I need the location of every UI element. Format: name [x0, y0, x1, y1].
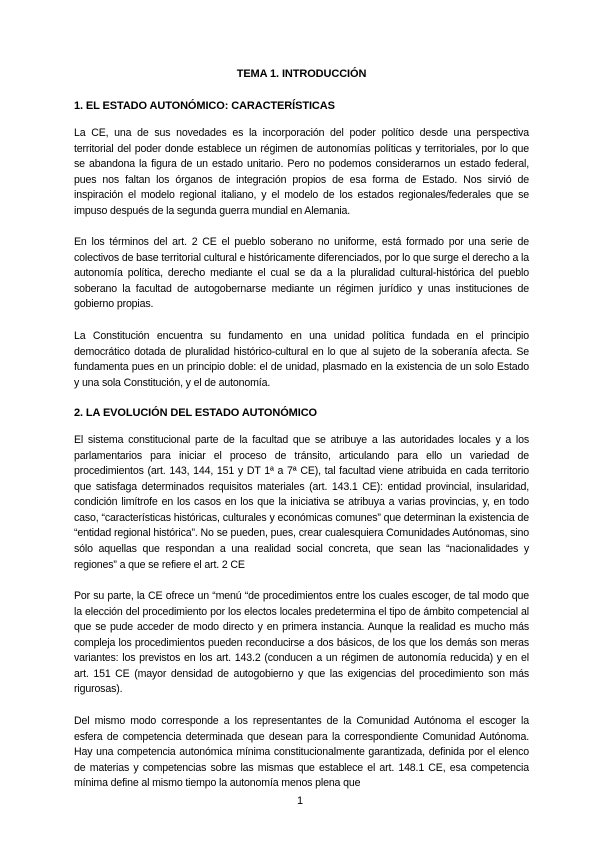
paragraph: En los términos del art. 2 CE el pueblo soberano no uniforme, está formado por una serie de colectivos de base territorial cultural e históricamente diferenciados, por lo que surge el derecho a la autonomía política, derecho mediante el cual se da a la pluralidad cultural-histórica del pueblo soberano la facultad de autogobernarse mediante un régimen jurídico y unas instituciones de gobierno propias.: [74, 236, 529, 311]
section-heading: 2. LA EVOLUCIÓN DEL ESTADO AUTONÓMICO: [74, 407, 318, 420]
document-page: [74, 68, 529, 808]
document-title: TEMA 1. INTRODUCCIÓN: [236, 68, 367, 80]
paragraph: El sistema constitucional parte de la facultad que se atribuye a las autoridades locales y a los parlamentarios para iniciar el proceso de tránsito, articulando para ello un variedad de procedimientos (art. 143, 144, 151 y DT 1ª a 7ª CE), tal facultad viene atribuida en cada territorio que satisfaga determinados requisitos materiales (art. 143.1 CE): entidad provincial, insularidad, condición limítrofe en los casos en los que la iniciativa se atribuya a varias provincias, y, en todo caso, “características históricas, culturales y económicas comunes” que determinan la existencia de “entidad regional histórica”. No se pueden, pues, crear cualesquiera Comunidades Autónomas, sino sólo aquellas que respondan a una realidad social concreta, que sean las “nacionalidades y regiones” a que se refiere el art. 2 CE: [74, 434, 529, 571]
section-evolucion: [74, 407, 529, 791]
paragraph: La CE, una de sus novedades es la incorporación del poder político desde una perspectiva territorial del poder donde establece un régimen de autonomías políticas y territoriales, por lo que se abandona la figura de un estado unitario. Pero no podemos considerarnos un estado federal, pues nos faltan los órganos de integración propios de esa forma de Estado. Nos sirvió de inspiración el modelo regional italiano, y el modelo de los estados regionales/federales que se impuso después de la segunda guerra mundial en Alemania.: [74, 127, 529, 217]
section-estado-autonomico: [74, 100, 529, 391]
page-number: 1: [296, 795, 304, 807]
paragraph: Del mismo modo corresponde a los representantes de la Comunidad Autónoma el escoger la esfera de competencia determinada que desean para la correspondiente Comunidad Autónoma. Hay una competencia autonómica mínima constitucionalmente garantizada, definida por el elenco de materias y competencias sobre las mismas que establece el art. 148.1 CE, esa competencia mínima define al mismo tiempo la autonomía menos plena que: [74, 714, 529, 790]
paragraph: Por su parte, la CE ofrece un “menú “de procedimientos entre los cuales escoger, de tal modo que la elección del procedimiento por los electos locales predetermina el tipo de ámbito competencial al que se pude acceder de modo directo y en primera instancia. Aunque la realidad es mucho más compleja los procedimientos pueden reconducirse a dos básicos, de los que los demás son meras variantes: los previstos en los art. 143.2 (conducen a un régimen de autonomía reducida) y en el art. 151 CE (mayor densidad de autogobierno y que las exigencias del procedimiento son más rigurosas).: [74, 590, 529, 696]
section-heading: 1. EL ESTADO AUTONÓMICO: CARACTERÍSTICAS: [74, 100, 335, 112]
paragraph: La Constitución encuentra su fundamento en una unidad política fundada en el principio democrático dotada de pluralidad histórico-cultural en lo que al sujeto de la soberanía afecta. Se fundamenta pues en un principio doble: el de unidad, plasmado en la existencia de un solo Estado y una sola Constitución, y el de autonomía.: [74, 330, 529, 389]
